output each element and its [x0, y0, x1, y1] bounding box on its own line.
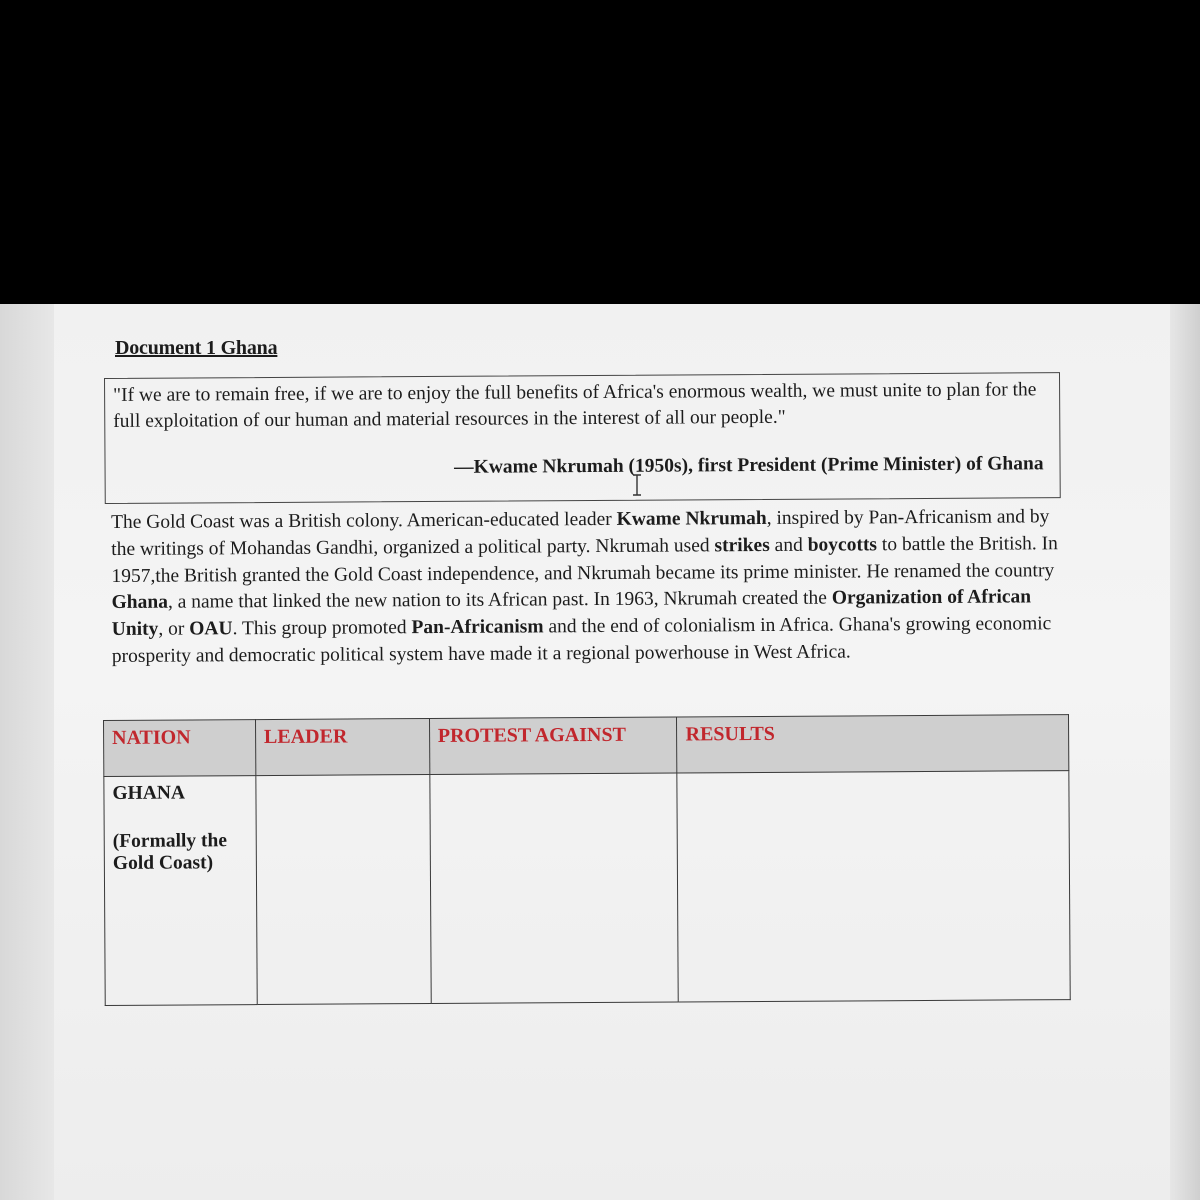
- key-term-strikes: strikes: [714, 534, 770, 557]
- key-term-oau: OAU: [189, 618, 233, 640]
- body-paragraph: [111, 504, 1076, 671]
- nation-note-line2: Gold Coast): [112, 852, 214, 874]
- quote-box: [104, 372, 1061, 504]
- paragraph-segment: to battle the British. In 1957,the British granted the Gold Coast independence, and Nkrumah became its prime minister. He renamed the country: [111, 533, 1058, 587]
- nation-note-line1: (Formally the: [112, 830, 228, 852]
- paragraph-segment: and: [769, 534, 808, 556]
- key-term-boycotts: boycotts: [807, 534, 878, 556]
- paragraph-segment: , inspired by Pan-Africanism and by the writings of Mohandas Gandhi, organized a political party. Nkrumah used: [111, 506, 1050, 560]
- table-header-row: [104, 715, 1069, 777]
- paragraph-segment: , or: [158, 618, 190, 640]
- paragraph-segment: . This group promoted: [232, 617, 412, 640]
- quote-attribution: —Kwame Nkrumah (1950s), first President (Prime Minister) of Ghana: [454, 453, 1044, 478]
- monitor-screen: [0, 304, 1200, 1200]
- cell-protest-against[interactable]: [430, 773, 679, 1004]
- header-nation: NATION: [104, 720, 256, 777]
- paragraph-segment: The Gold Coast was a British colony. American-educated leader: [111, 508, 617, 533]
- header-leader: LEADER: [255, 719, 429, 776]
- nation-spacer: [113, 804, 248, 831]
- key-term-kwame-nkrumah: Kwame Nkrumah: [616, 507, 767, 530]
- paragraph-segment: and the end of colonialism in Africa. Ghana's growing economic prosperity and democratic political system have made it a regional powerhouse in West Africa.: [111, 613, 1052, 667]
- key-term-ghana: Ghana: [111, 592, 168, 614]
- paragraph-segment: , a name that linked the new nation to its African past. In 1963, Nkrumah created the: [167, 587, 832, 614]
- analysis-table: [103, 714, 1071, 1006]
- cell-results[interactable]: [677, 771, 1070, 1002]
- text-cursor-icon: [630, 474, 644, 496]
- header-protest-against: PROTEST AGAINST: [429, 717, 677, 775]
- key-term-oau-full: Organization of African Unity: [111, 586, 1032, 641]
- table-row: [104, 771, 1070, 1006]
- key-term-pan-africanism: Pan-Africanism: [411, 616, 544, 639]
- cell-nation: [104, 776, 257, 1006]
- quote-text: "If we are to remain free, if we are to enjoy the full benefits of Africa's enormous wealth, we must unite to plan for the full exploitation of our human and material resources in the interest of all our people.": [113, 379, 1037, 432]
- document-title: Document 1 Ghana: [115, 337, 278, 359]
- header-results: RESULTS: [677, 715, 1069, 773]
- document-page: [54, 304, 1170, 1200]
- cell-leader[interactable]: [256, 775, 431, 1005]
- nation-name: GHANA: [112, 782, 186, 804]
